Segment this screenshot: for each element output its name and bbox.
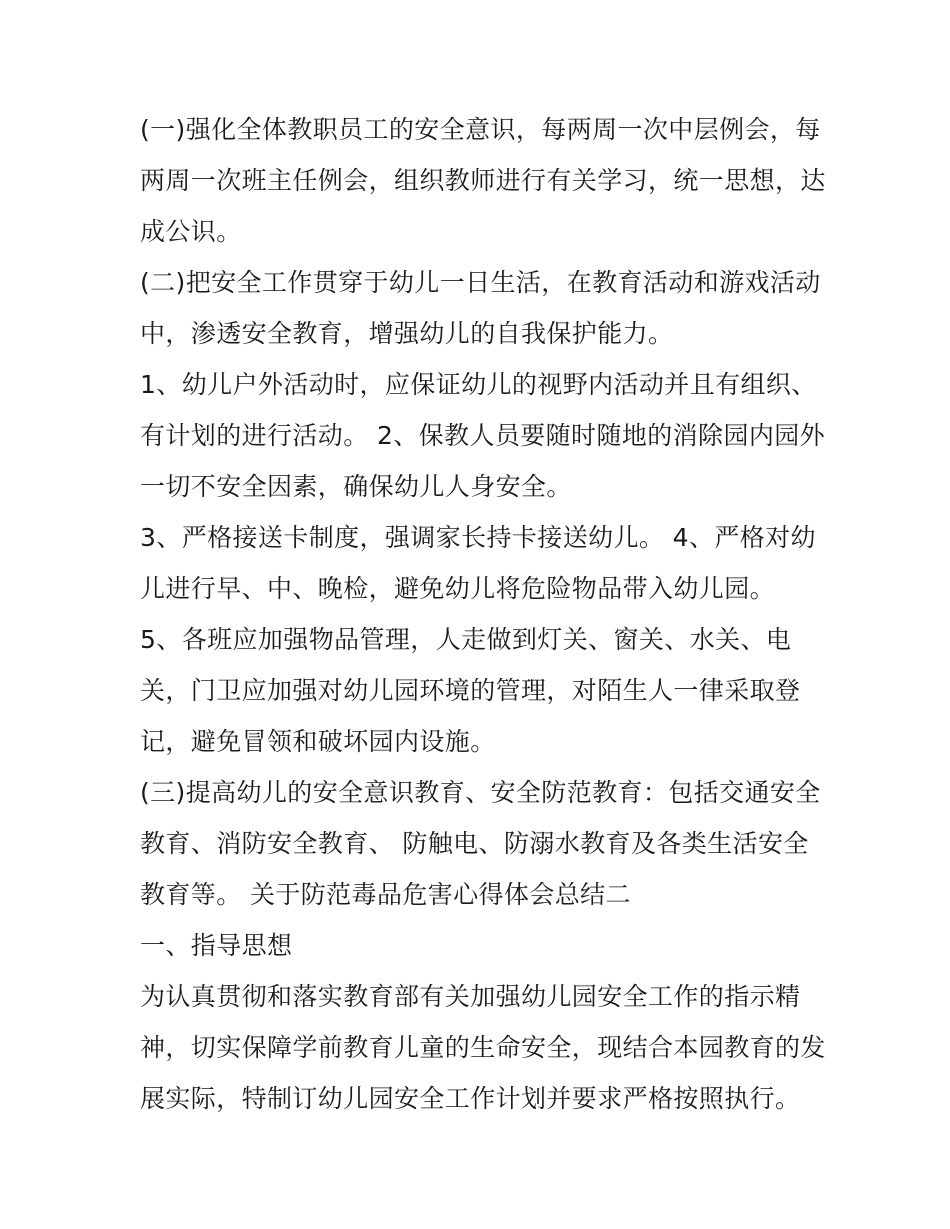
text-line: 记，避免冒领和破坏园内设施。 <box>140 727 496 756</box>
text-line: (三)提高幼儿的安全意识教育、安全防范教育：包括交通安全 <box>140 778 821 807</box>
text-line: 成公识。 <box>140 217 242 246</box>
text-line: 教育等。 关于防范毒品危害心得体会总结二 <box>140 880 631 909</box>
text-line: 中，渗透安全教育，增强幼儿的自我保护能力。 <box>140 319 674 348</box>
text-line: (一)强化全体教职员工的安全意识，每两周一次中层例会，每 <box>140 115 821 144</box>
text-line: 1、幼儿户外活动时，应保证幼儿的视野内活动并且有组织、 <box>140 370 817 399</box>
text-line: 两周一次班主任例会，组织教师进行有关学习，统一思想，达 <box>140 166 826 195</box>
text-line: 3、严格接送卡制度，强调家长持卡接送幼儿。 4、严格对幼 <box>140 523 816 552</box>
text-line: 一切不安全因素，确保幼儿人身安全。 <box>140 472 572 501</box>
text-line: (二)把安全工作贯穿于幼儿一日生活，在教育活动和游戏活动 <box>140 268 821 297</box>
text-line: 神，切实保障学前教育儿童的生命安全，现结合本园教育的发 <box>140 1033 826 1062</box>
text-line: 教育、消防安全教育、 防触电、防溺水教育及各类生活安全 <box>140 829 809 858</box>
section-heading: 一、指导思想 <box>140 931 293 960</box>
document-body <box>140 104 826 1124</box>
text-line: 儿进行早、中、晚检，避免幼儿将危险物品带入幼儿园。 <box>140 574 776 603</box>
text-line: 有计划的进行活动。 2、保教人员要随时随地的消除园内园外 <box>140 421 826 450</box>
text-line: 为认真贯彻和落实教育部有关加强幼儿园安全工作的指示精 <box>140 982 801 1011</box>
text-line: 关，门卫应加强对幼儿园环境的管理，对陌生人一律采取登 <box>140 676 801 705</box>
text-line: 5、各班应加强物品管理，人走做到灯关、窗关、水关、电 <box>140 625 792 654</box>
text-line: 展实际，特制订幼儿园安全工作计划并要求严格按照执行。 <box>140 1084 801 1113</box>
